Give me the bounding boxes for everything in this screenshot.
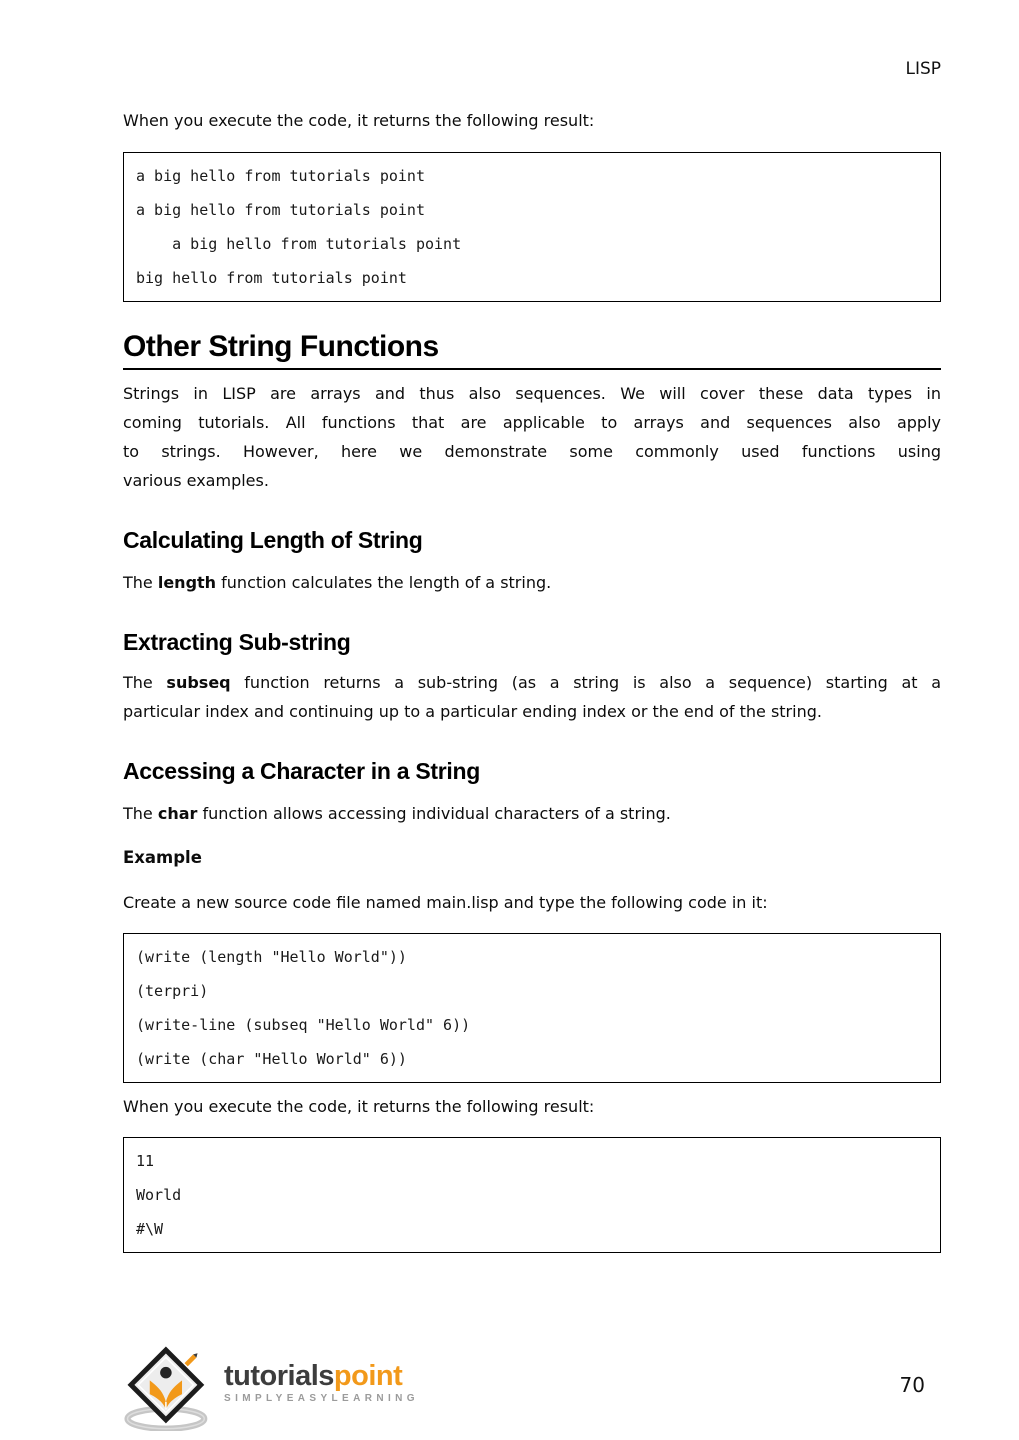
doc-header-label: LISP	[905, 59, 941, 79]
tutorialspoint-logo-icon	[123, 1345, 218, 1431]
text-prefix: The	[123, 804, 158, 823]
section-paragraph	[123, 379, 941, 495]
subsection-text-length	[123, 568, 941, 597]
code-line: a big hello from tutorials point	[136, 167, 425, 185]
keyword-length: length	[157, 573, 217, 592]
source-code-box	[123, 933, 941, 1083]
paragraph-line: coming tutorials. All functions that are applicable to arrays and sequences also apply	[123, 413, 941, 432]
result-intro-text: When you execute the code, it returns the following result:	[123, 111, 595, 130]
code-line: a big hello from tutorials point	[136, 235, 462, 253]
code-line: a big hello from tutorials point	[136, 201, 425, 219]
output-box-first	[123, 152, 941, 302]
text-prefix: The	[123, 673, 167, 692]
code-line: #\W	[136, 1220, 164, 1238]
subsection-title-subseq: Extracting Sub-string	[123, 629, 351, 655]
page-footer	[123, 1345, 941, 1431]
code-line: World	[136, 1186, 182, 1204]
create-file-text: Create a new source code file named main.lisp and type the following code in it:	[123, 893, 768, 912]
paragraph-line: particular index and continuing up to a particular ending index or the end of the string.	[123, 702, 822, 721]
result-intro-text-2: When you execute the code, it returns the following result:	[123, 1097, 595, 1116]
paragraph-line: Strings in LISP are arrays and thus also sequences. We will cover these data types in	[123, 384, 941, 403]
page-number: 70	[899, 1373, 925, 1397]
brand-point: point	[333, 1360, 403, 1392]
text-prefix: The	[123, 573, 158, 592]
brand-tagline: SIMPLYEASYLEARNING	[224, 1393, 419, 1404]
logo-pencil	[184, 1352, 199, 1367]
code-line: big hello from tutorials point	[136, 269, 407, 287]
code-line: 11	[136, 1152, 155, 1170]
subsection-title-length: Calculating Length of String	[123, 527, 423, 553]
brand-text	[224, 1362, 419, 1414]
code-line: (write-line (subseq "Hello World" 6))	[136, 1016, 471, 1034]
brand-name	[224, 1362, 419, 1391]
tutorialspoint-logo	[123, 1345, 419, 1431]
code-line: (write (length "Hello World"))	[136, 948, 407, 966]
subsection-text-subseq	[123, 668, 941, 726]
example-label: Example	[123, 848, 202, 867]
text-rest: function allows accessing individual characters of a string.	[197, 804, 671, 823]
code-line: (write (char "Hello World" 6))	[136, 1050, 407, 1068]
text-rest: function returns a sub-string (as a string is also a sequence) starting at a	[230, 673, 941, 692]
keyword-char: char	[157, 804, 198, 823]
paragraph-line	[123, 668, 941, 697]
text-rest: function calculates the length of a string.	[216, 573, 552, 592]
section-title: Other String Functions	[123, 330, 941, 370]
paragraph-line: to strings. However, here we demonstrate some commonly used functions using	[123, 442, 941, 461]
output-box-second	[123, 1137, 941, 1253]
brand-tutorials: tutorials	[224, 1360, 334, 1392]
keyword-subseq: subseq	[166, 673, 231, 692]
subsection-text-char	[123, 799, 941, 828]
code-line: (terpri)	[136, 982, 209, 1000]
subsection-title-char: Accessing a Character in a String	[123, 758, 480, 784]
logo-person-head	[160, 1367, 172, 1379]
paragraph-line: various examples.	[123, 471, 269, 490]
